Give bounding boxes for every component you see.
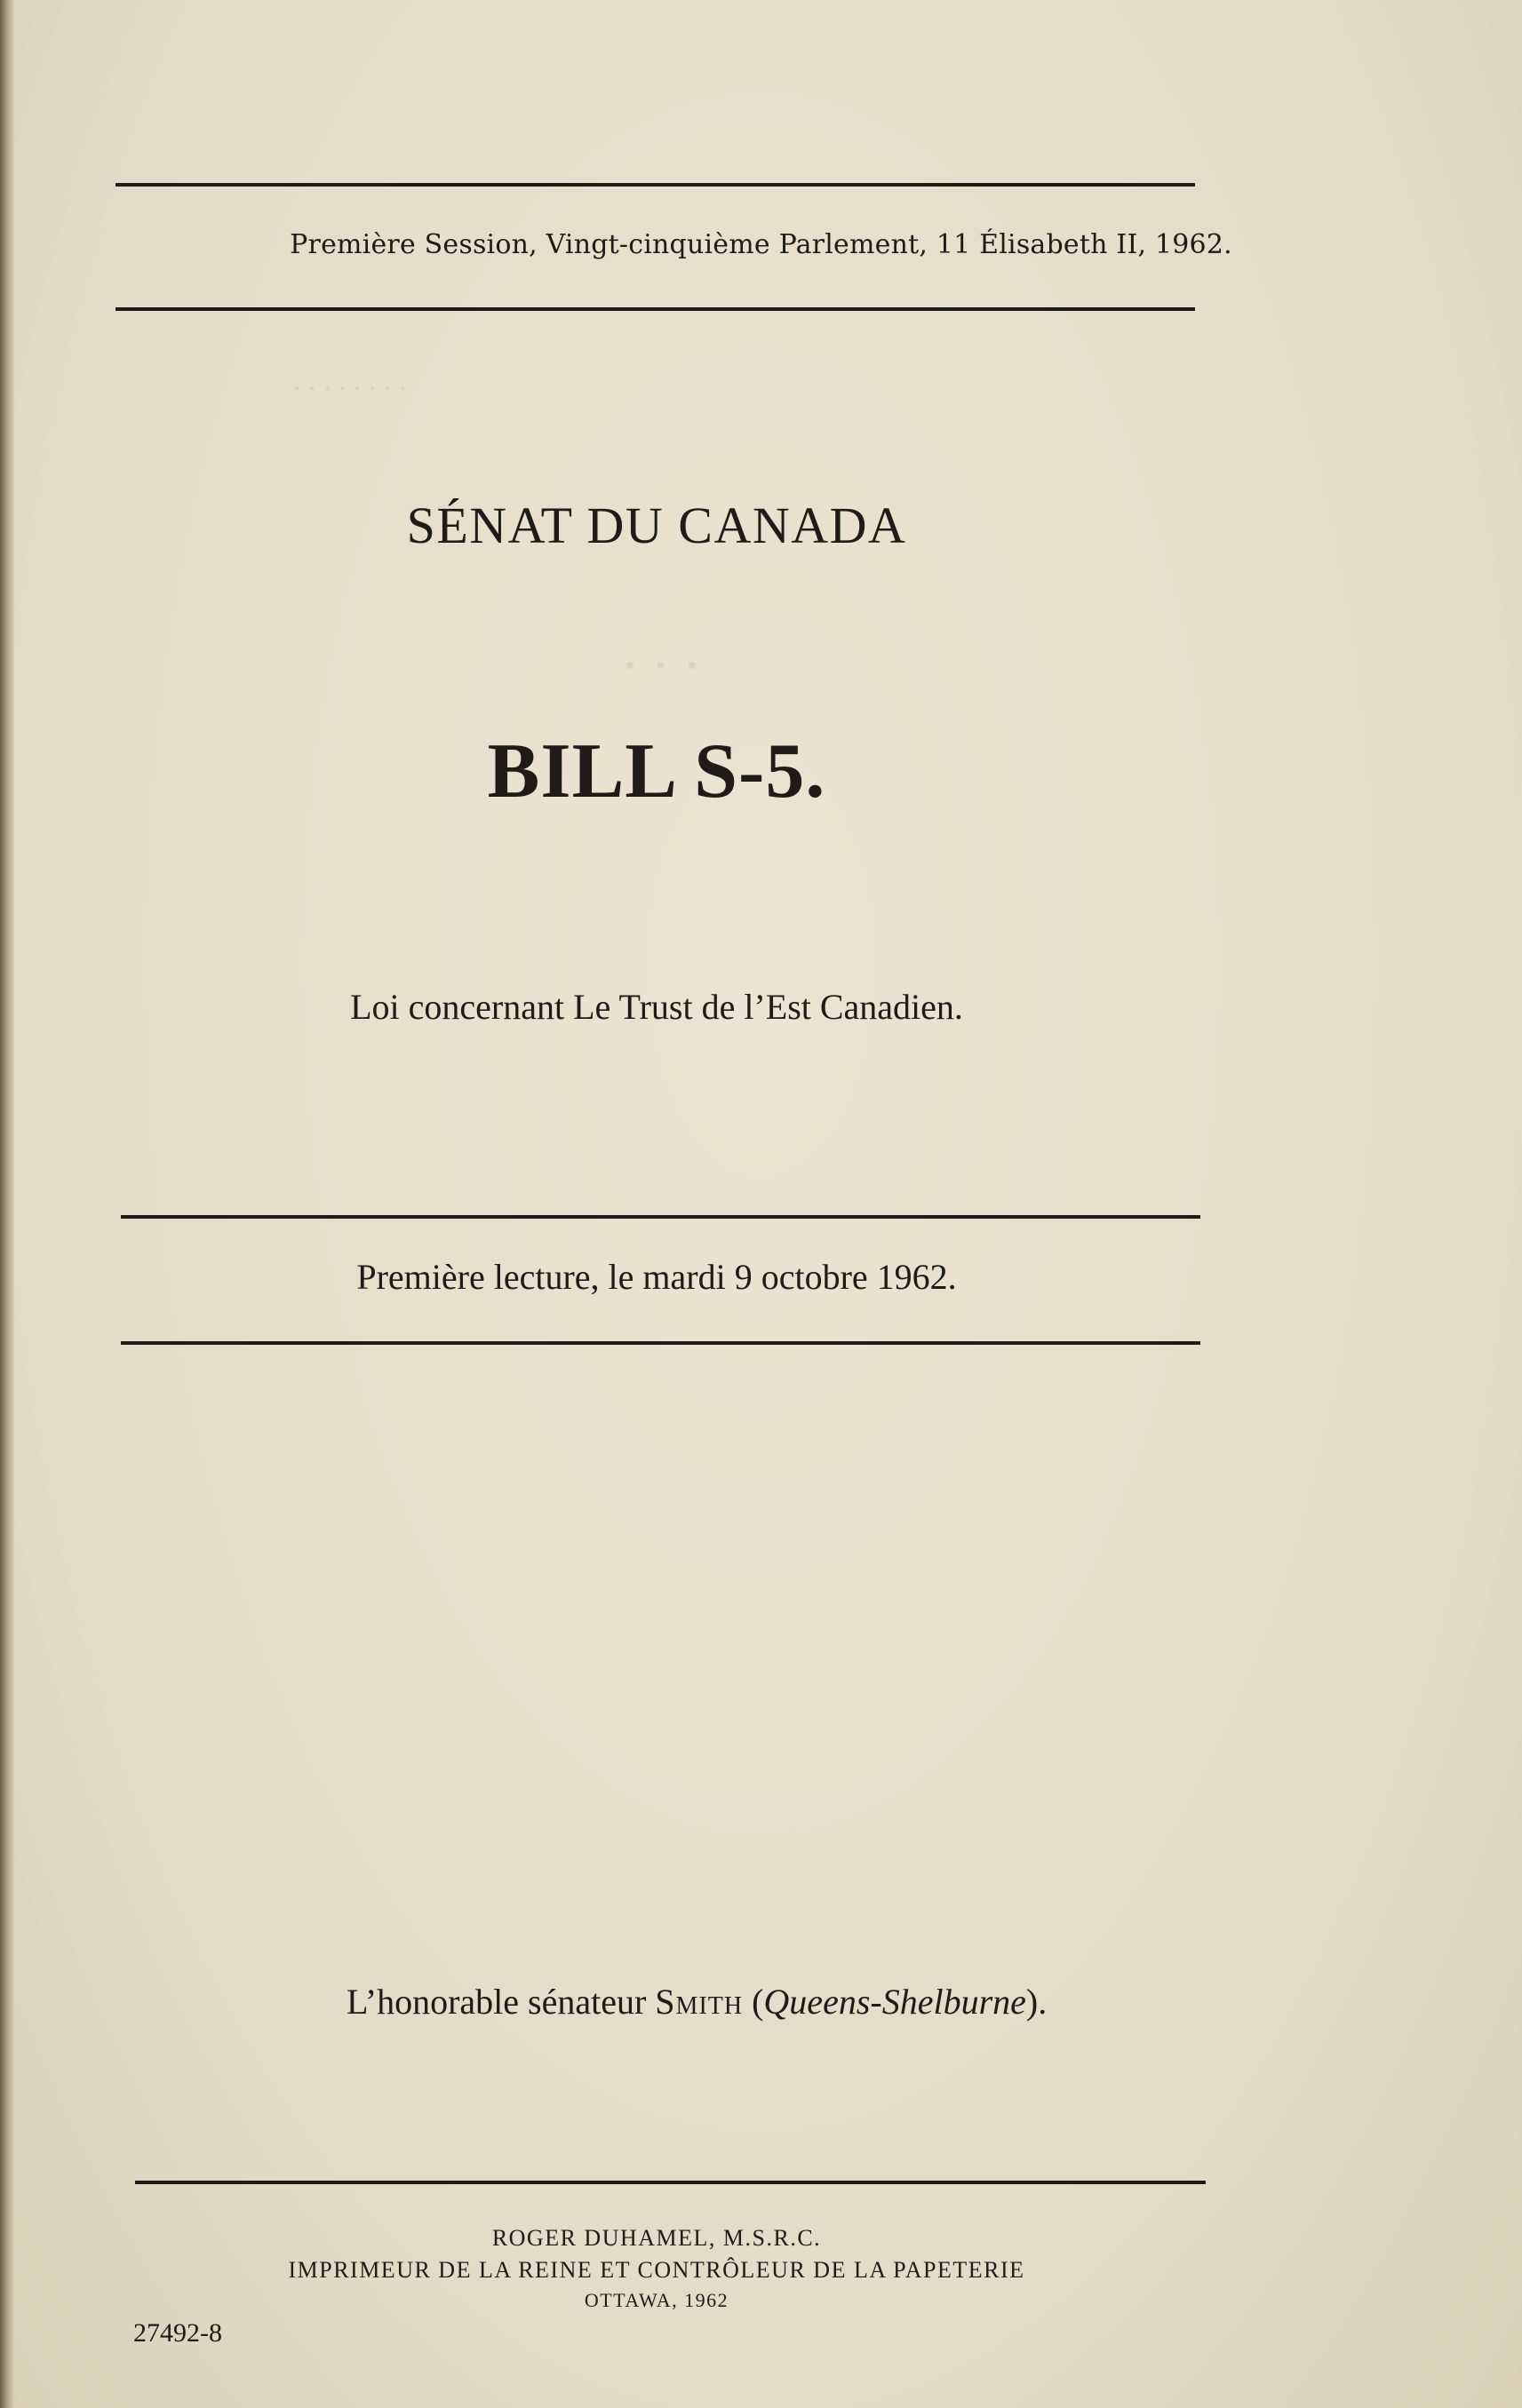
first-reading-line: Première lecture, le mardi 9 octobre 1962.	[356, 1257, 957, 1297]
page-binding-edge	[0, 0, 14, 2408]
top-rule-1	[116, 183, 1195, 187]
bleed-through-texture: . . . . . . . .	[293, 364, 407, 397]
printer-name: ROGER DUHAMEL, M.S.R.C.	[491, 2225, 822, 2251]
printer-city: OTTAWA, 1962	[584, 2289, 729, 2311]
sponsor-line	[347, 1981, 1047, 2023]
printer-office: IMPRIMEUR DE LA REINE ET CONTRÔLEUR DE LA PAPETERIE	[288, 2257, 1025, 2283]
sponsor-riding: Queens-Shelburne	[763, 1982, 1026, 2022]
sponsor-open-paren: (	[743, 1982, 764, 2022]
printer-rule	[135, 2181, 1206, 2184]
reading-rule-bottom	[121, 1341, 1200, 1345]
bleed-through-texture: . . .	[622, 614, 700, 682]
bill-title: Loi concernant Le Trust de l’Est Canadien.	[350, 987, 963, 1027]
sponsor-name: Smith	[655, 1982, 744, 2022]
bill-number: BILL S-5.	[487, 728, 826, 815]
sponsor-close-paren: ).	[1025, 1982, 1048, 2022]
print-code: 27492-8	[133, 2318, 222, 2348]
sponsor-prefix: L’honorable sénateur	[347, 1982, 656, 2022]
session-line: Première Session, Vingt-cinquième Parlement, 11 Élisabeth II, 1962.	[290, 229, 1232, 260]
chamber-title: SÉNAT DU CANADA	[406, 497, 907, 554]
reading-rule-top	[121, 1215, 1200, 1219]
top-rule-2	[116, 307, 1195, 311]
